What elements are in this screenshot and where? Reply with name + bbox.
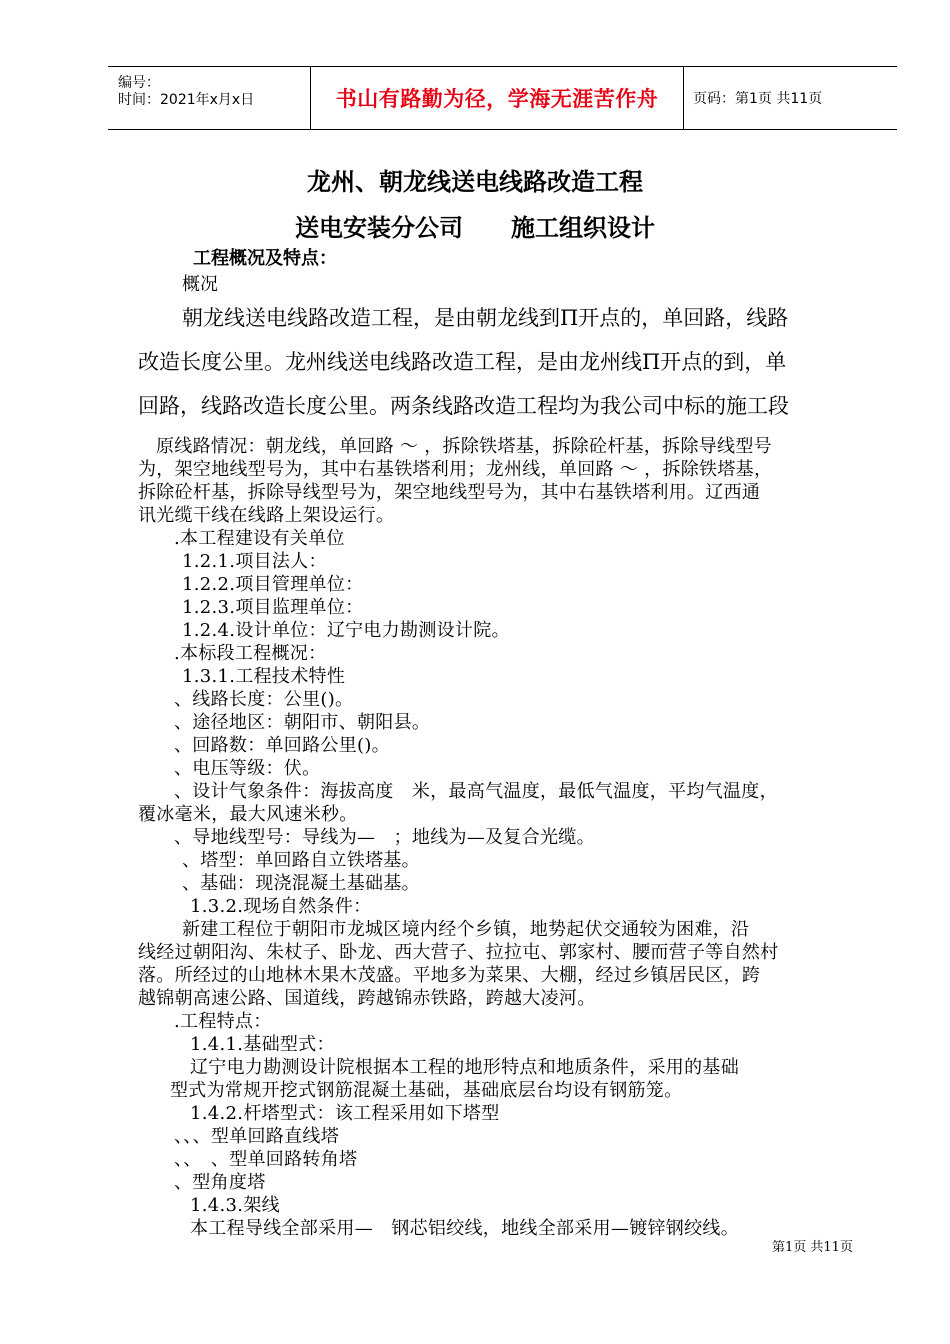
header-right-cell	[683, 67, 897, 129]
paragraph-1-line-1: 朝龙线送电线路改造工程，是由朝龙线到Π开点的，单回路，线路	[182, 306, 789, 330]
tower-type-3: 、型角度塔	[174, 1172, 266, 1193]
number-label: 编号：	[118, 75, 160, 91]
header-left-cell	[108, 67, 310, 129]
paragraph-3-line-1: 新建工程位于朝阳市龙城区境内经个乡镇，地势起伏交通较为困难，沿	[182, 919, 750, 940]
item-voltage: 、电压等级：伏。	[174, 758, 321, 779]
item-weather-line-2: 覆冰毫米，最大风速米秒。	[138, 804, 358, 825]
section-1-3-1: 1.3.1.工程技术特性	[182, 666, 346, 687]
paragraph-4-line-2: 型式为常规开挖式钢筋混凝土基础，基础底层台均设有钢筋笼。	[170, 1080, 683, 1101]
time-label: 时间：2021年x月x日	[118, 92, 255, 108]
section-1-4: .工程特点：	[174, 1011, 272, 1032]
document-title: 龙州、朝龙线送电线路改造工程	[307, 167, 643, 196]
item-weather-line-1: 、设计气象条件：海拔高度 米，最高气温度，最低气温度，平均气温度，	[174, 781, 778, 802]
tower-type-1: 、、、型单回路直线塔	[174, 1126, 339, 1147]
footer-page-info: 第1页 共11页	[772, 1240, 853, 1255]
section-1-3: .本标段工程概况：	[174, 643, 327, 664]
section-1-2-2: 1.2.2.项目管理单位：	[182, 574, 364, 595]
tower-type-2: 、、 、型单回路转角塔	[174, 1149, 358, 1170]
paragraph-2-line-2: 为，架空地线型号为，其中右基铁塔利用；龙州线，单回路 ～ ，拆除铁塔基，	[138, 459, 773, 480]
section-1-4-2: 1.4.2.杆塔型式：该工程采用如下塔型	[190, 1103, 500, 1124]
section-heading: 工程概况及特点：	[193, 248, 337, 269]
paragraph-2-line-1: 原线路情况：朝龙线，单回路 ～ ，拆除铁塔基，拆除砼杆基，拆除导线型号	[156, 436, 772, 457]
paragraph-2-line-4: 讯光缆干线在线路上架设运行。	[138, 505, 395, 526]
item-circuit-count: 、回路数：单回路公里()。	[174, 735, 390, 756]
motto: 书山有路勤为径，学海无涯苦作舟	[335, 86, 659, 111]
paragraph-3-line-2: 线经过朝阳沟、朱杖子、卧龙、西大营子、拉拉屯、郭家村、腰而营子等自然村	[138, 942, 779, 963]
section-1-4-1: 1.4.1.基础型式：	[190, 1034, 335, 1055]
section-1-2-4: 1.2.4.设计单位：辽宁电力勘测设计院。	[182, 620, 510, 641]
header-table	[108, 66, 897, 130]
section-1-4-3: 1.4.3.架线	[190, 1195, 280, 1216]
item-line-length: 、线路长度：公里()。	[174, 689, 354, 710]
header-motto-cell	[310, 67, 684, 129]
document-subtitle: 送电安装分公司 施工组织设计	[295, 213, 655, 242]
item-tower-type: 、塔型：单回路自立铁塔基。	[182, 850, 420, 871]
section-1-2-1: 1.2.1.项目法人：	[182, 551, 327, 572]
section-1-2: .本工程建设有关单位	[174, 528, 345, 549]
section-1-2-3: 1.2.3.项目监理单位：	[182, 597, 364, 618]
section-1-3-2: 1.3.2.现场自然条件：	[190, 896, 372, 917]
item-foundation: 、基础：现浇混凝土基础基。	[182, 873, 420, 894]
paragraph-3-line-4: 越锦朝高速公路、国道线，跨越锦赤铁路，跨越大凌河。	[138, 988, 596, 1009]
paragraph-1-line-3: 回路，线路改造长度公里。两条线路改造工程均为我公司中标的施工段	[138, 394, 789, 418]
item-route-area: 、途径地区：朝阳市、朝阳县。	[174, 712, 431, 733]
paragraph-2-line-3: 拆除砼杆基，拆除导线型号为，架空地线型号为，其中右基铁塔利用。辽西通	[138, 482, 761, 503]
paragraph-3-line-3: 落。所经过的山地林木果木茂盛。平地多为菜果、大棚，经过乡镇居民区，跨	[138, 965, 761, 986]
paragraph-1-line-2: 改造长度公里。龙州线送电线路改造工程，是由龙州线Π开点的到，单	[138, 350, 787, 374]
overview-heading: 概况	[182, 274, 218, 295]
header-page-info: 页码：第1页 共11页	[693, 91, 823, 107]
item-conductor-type: 、导地线型号：导线为— ；地线为—及复合光缆。	[174, 827, 595, 848]
paragraph-4-line-1: 辽宁电力勘测设计院根据本工程的地形特点和地质条件，采用的基础	[190, 1057, 739, 1078]
paragraph-5: 本工程导线全部采用— 钢芯铝绞线，地线全部采用—镀锌钢绞线。	[190, 1218, 739, 1239]
